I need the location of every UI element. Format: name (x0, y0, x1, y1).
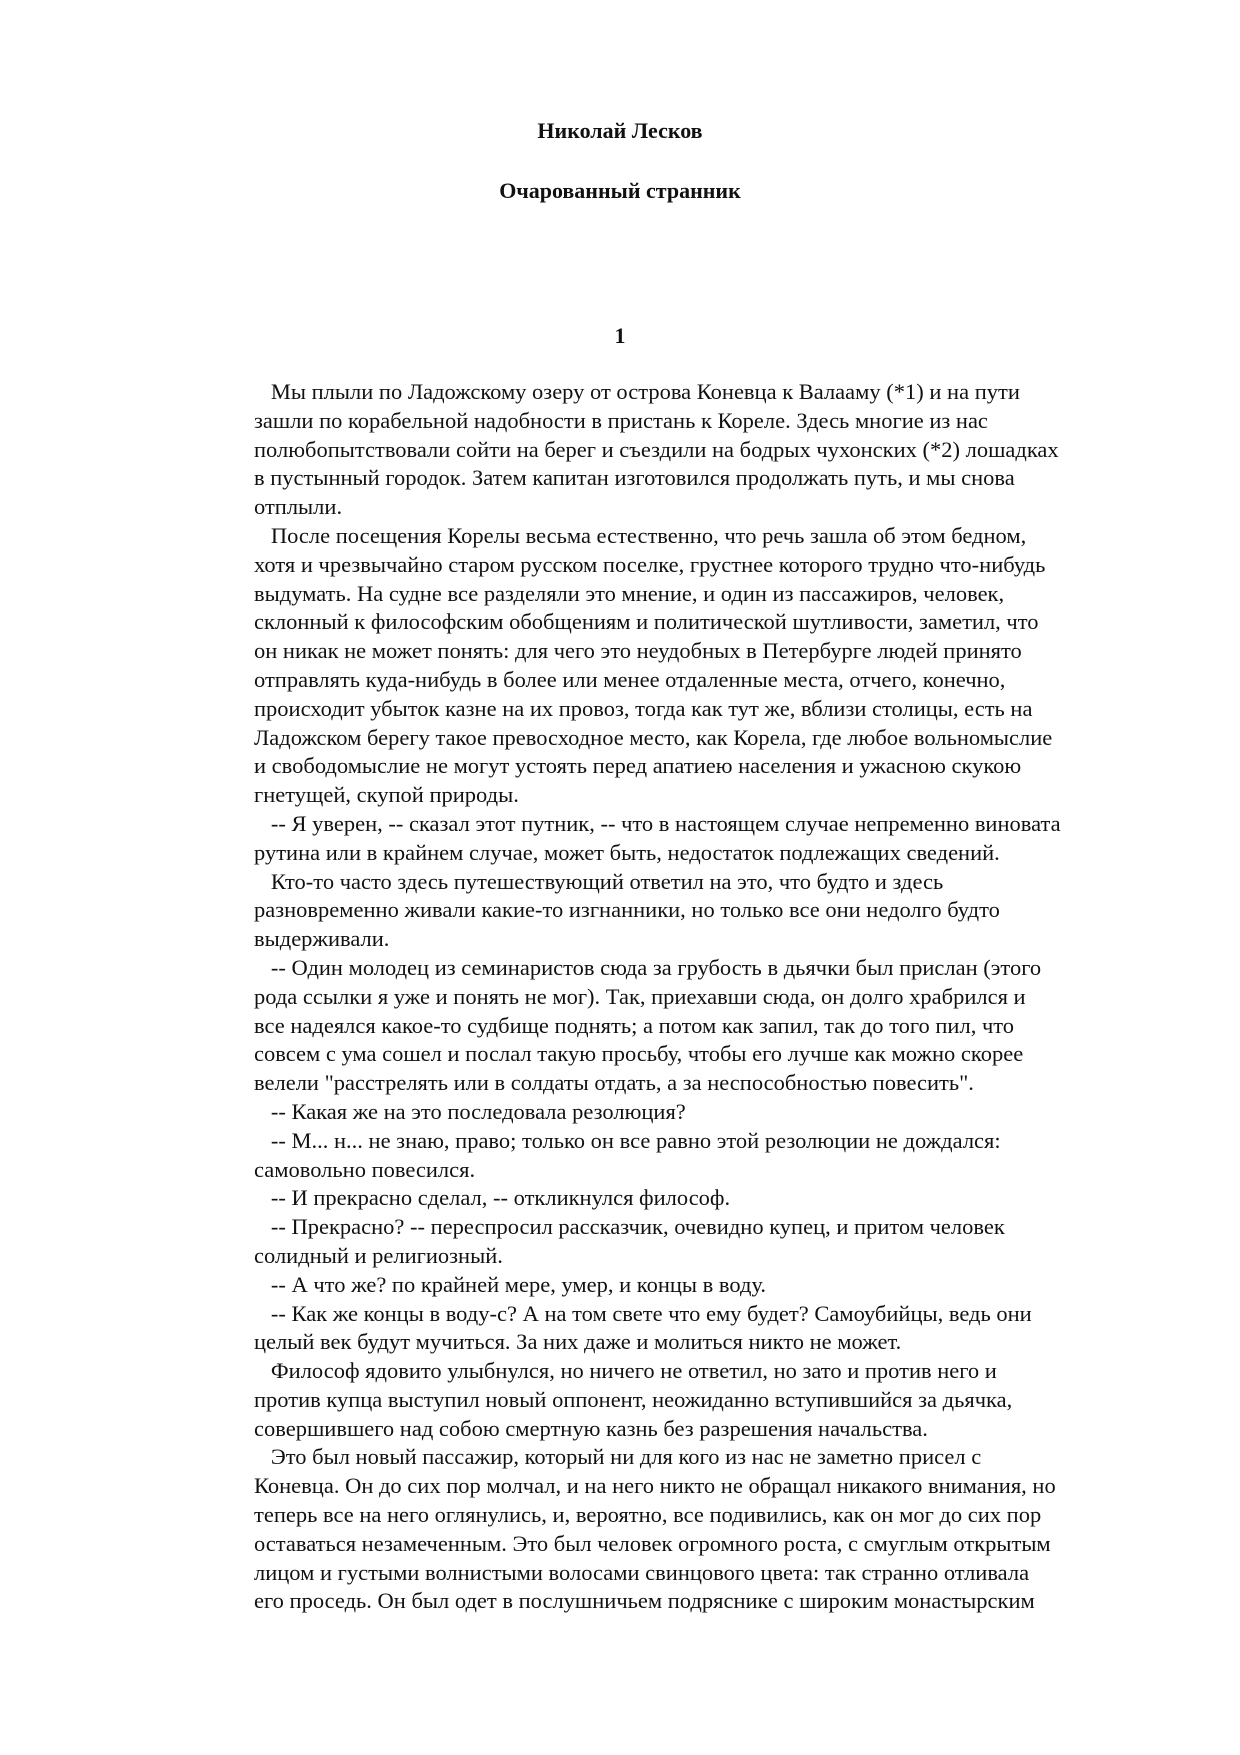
text-line: против купца выступил новый оппонент, неожиданно вступившийся за дьячка, (254, 1386, 1013, 1412)
text-line: в пустынный городок. Затем капитан изготовился продолжать путь, и мы снова (254, 465, 1015, 491)
text-line: -- А что же? по крайней мере, умер, и концы в воду. (254, 1271, 767, 1297)
text-line: Мы плыли по Ладожскому озеру от острова Коневца к Валааму (*1) и на пути (254, 379, 1020, 404)
text-line: совершившего над собою смертную казнь без разрешения начальства. (254, 1415, 928, 1441)
text-line: гнетущей, скупой природы. (254, 782, 519, 808)
text-line: Коневца. Он до сих пор молчал, и на него никто не обращал никакого внимания, но (254, 1473, 1056, 1499)
text-line: -- И прекрасно сделал, -- откликнулся философ. (254, 1185, 731, 1211)
text-line: разновременно живали какие-то изгнанники, но только все они недолго будто (254, 897, 1000, 923)
text-line: целый век будут мучиться. За них даже и молиться никто не может. (254, 1329, 902, 1355)
text-line: склонный к философским обобщениям и политической шутливости, заметил, что (254, 609, 1039, 635)
text-line: -- Прекрасно? -- переспросил рассказчик, очевидно купец, и притом человек (254, 1214, 1005, 1240)
text-line: совсем с ума сошел и послал такую просьбу, чтобы его лучше как можно скорее (254, 1041, 1024, 1067)
text-line: отплыли. (254, 494, 343, 520)
text-line: происходит убыток казне на их провоз, тогда как тут же, вблизи столицы, есть на (254, 695, 1033, 721)
text-line: хотя и чрезвычайно старом русском поселке, грустнее которого трудно что-нибудь (254, 551, 1046, 577)
text-line: он никак не может понять: для чего это неудобных в Петербурге людей принято (254, 638, 1022, 664)
text-line: -- Как же концы в воду-с? А на том свете что ему будет? Самоубийцы, ведь они (254, 1300, 1032, 1326)
text-line: рода ссылки я уже и понять не мог). Так, приехавши сюда, он долго храбрился и (254, 983, 1026, 1009)
text-line: выдумать. На судне все разделяли это мнение, и один из пассажиров, человек, (254, 580, 1005, 606)
text-line: зашли по корабельной надобности в пристань к Кореле. Здесь многие из нас (254, 407, 988, 433)
text-line: полюбопытствовали сойти на берег и съездили на бодрых чухонских (*2) лошадках (254, 436, 1059, 462)
text-line: -- М... н... не знаю, право; только он все равно этой резолюции не дождался: (254, 1127, 1001, 1153)
text-line: теперь все на него оглянулись, и, вероятно, все подивились, как он мог до сих пор (254, 1502, 1042, 1528)
text-line: -- Один молодец из семинаристов сюда за грубость в дьячки был прислан (этого (254, 954, 1042, 980)
text-line: все надеялся какое-то судбище поднять; а потом как запил, так до того пил, что (254, 1012, 1015, 1038)
text-line: и свободомыслие не могут устоять перед апатиею населения и ужасною скукою (254, 753, 1022, 779)
text-line: его проседь. Он был одет в послушничьем подряснике с широким монастырским (254, 1588, 1035, 1614)
text-line: оставаться незамеченным. Это был человек огромного роста, с смуглым открытым (254, 1530, 1051, 1556)
text-line: лицом и густыми волнистыми волосами свинцового цвета: так странно отливала (254, 1559, 1030, 1585)
text-line: самовольно повесился. (254, 1156, 476, 1182)
text-line: выдерживали. (254, 926, 390, 952)
text-line: солидный и религиозный. (254, 1242, 503, 1268)
chapter-number: 1 (614, 323, 626, 348)
text-line: Кто-то часто здесь путешествующий ответил на это, что будто и здесь (254, 868, 944, 894)
text-line: Философ ядовито улыбнулся, но ничего не ответил, но зато и против него и (254, 1358, 997, 1384)
text-line: Ладожском берегу такое превосходное место, как Корела, где любое вольномыслие (254, 724, 1053, 750)
book-title: Очарованный странник (499, 178, 741, 203)
author-name: Николай Лесков (537, 118, 703, 143)
text-line: велели "расстрелять или в солдаты отдать, а за неспособностью повесить". (254, 1070, 974, 1096)
text-line: Это был новый пассажир, который ни для кого из нас не заметно присел с (254, 1444, 982, 1470)
text-line: -- Я уверен, -- сказал этот путник, -- что в настоящем случае непременно виновата (254, 810, 1061, 836)
text-line: отправлять куда-нибудь в более или менее отдаленные места, отчего, конечно, (254, 666, 1006, 692)
text-line: После посещения Корелы весьма естественно, что речь зашла об этом бедном, (254, 522, 1027, 548)
text-line: рутина или в крайнем случае, может быть, недостаток подлежащих сведений. (254, 839, 1000, 865)
text-line: -- Какая же на это последовала резолюция? (254, 1098, 686, 1124)
body-text (254, 378, 1154, 1616)
